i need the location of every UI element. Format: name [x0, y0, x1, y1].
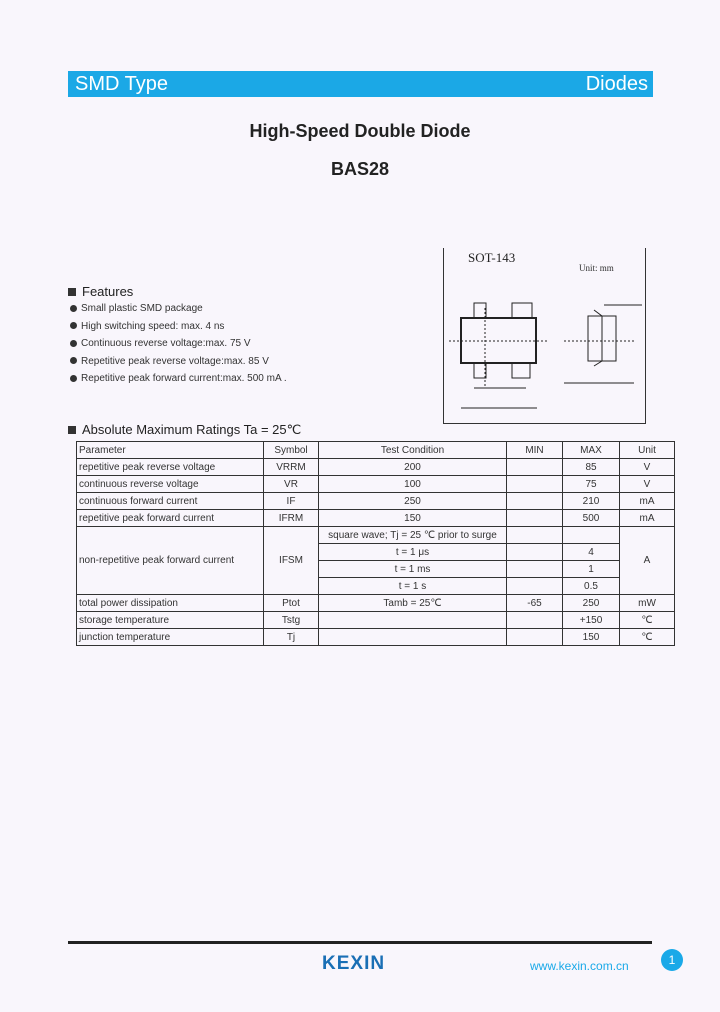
- table-cell: t = 1 s: [319, 578, 507, 595]
- feature-item: [70, 373, 287, 384]
- table-cell: [507, 510, 563, 527]
- table-cell: Unit: [620, 442, 675, 459]
- table-cell: Parameter: [77, 442, 264, 459]
- page-number: 1: [661, 949, 683, 971]
- table-cell: 100: [319, 476, 507, 493]
- table-cell: 200: [319, 459, 507, 476]
- table-cell: Symbol: [264, 442, 319, 459]
- feature-text: Repetitive peak reverse voltage:max. 85 V: [81, 355, 269, 367]
- feature-item: [70, 356, 269, 367]
- table-cell: [319, 629, 507, 646]
- table-cell: t = 1 μs: [319, 544, 507, 561]
- table-cell: 150: [563, 629, 620, 646]
- table-cell: V: [620, 459, 675, 476]
- table-cell: -65: [507, 595, 563, 612]
- table-row: [77, 527, 675, 544]
- feature-text: Repetitive peak forward current:max. 500 mA .: [81, 373, 287, 384]
- table-row: [77, 442, 675, 459]
- kexin-logo: KEXIN: [322, 953, 386, 974]
- table-cell: repetitive peak forward current: [77, 510, 264, 527]
- bullet-icon: [70, 357, 77, 364]
- feature-item: [70, 303, 203, 314]
- table-cell: [507, 544, 563, 561]
- table-cell: total power dissipation: [77, 595, 264, 612]
- unit-label: Unit: mm: [579, 263, 614, 273]
- table-cell: 150: [319, 510, 507, 527]
- table-cell: Test Condition: [319, 442, 507, 459]
- bullet-icon: [70, 322, 77, 329]
- footer-divider: [68, 941, 652, 944]
- table-cell: mA: [620, 510, 675, 527]
- table-cell: [563, 527, 620, 544]
- table-cell: ℃: [620, 612, 675, 629]
- table-cell: mW: [620, 595, 675, 612]
- table-cell: Tamb = 25℃: [319, 595, 507, 612]
- table-row: [77, 629, 675, 646]
- part-number: BAS28: [330, 159, 390, 179]
- table-cell: [507, 578, 563, 595]
- square-bullet-icon: [68, 426, 76, 434]
- header-category: Diodes: [585, 73, 648, 95]
- table-row: [77, 510, 675, 527]
- doc-title: High-Speed Double Diode: [249, 121, 471, 141]
- table-cell: [507, 459, 563, 476]
- table-row: [77, 612, 675, 629]
- table-cell: square wave; Tj = 25 ℃ prior to surge: [319, 527, 507, 544]
- table-cell: ℃: [620, 629, 675, 646]
- feature-item: [70, 321, 224, 332]
- table-row: [77, 595, 675, 612]
- square-bullet-icon: [68, 288, 76, 296]
- table-cell: [507, 561, 563, 578]
- package-name: SOT-143: [468, 250, 516, 265]
- table-cell: IFSM: [264, 527, 319, 595]
- ratings-table: [76, 441, 675, 646]
- heading-text: Absolute Maximum Ratings Ta = 25℃: [82, 422, 302, 437]
- table-cell: junction temperature: [77, 629, 264, 646]
- table-cell: continuous forward current: [77, 493, 264, 510]
- feature-item: [70, 338, 251, 349]
- table-cell: Tj: [264, 629, 319, 646]
- table-cell: [507, 612, 563, 629]
- table-cell: VR: [264, 476, 319, 493]
- table-cell: MIN: [507, 442, 563, 459]
- table-cell: 210: [563, 493, 620, 510]
- table-cell: 0.5: [563, 578, 620, 595]
- table-cell: MAX: [563, 442, 620, 459]
- package-diagram: [443, 248, 646, 424]
- table-cell: 4: [563, 544, 620, 561]
- bullet-icon: [70, 340, 77, 347]
- table-cell: [319, 612, 507, 629]
- ratings-heading: [68, 422, 301, 438]
- table-row: [77, 459, 675, 476]
- table-cell: V: [620, 476, 675, 493]
- table-row: [77, 493, 675, 510]
- header-type: SMD Type: [75, 73, 168, 95]
- feature-text: Small plastic SMD package: [81, 303, 203, 314]
- table-cell: repetitive peak reverse voltage: [77, 459, 264, 476]
- heading-text: Features: [82, 284, 134, 299]
- table-cell: A: [620, 527, 675, 595]
- table-cell: IFRM: [264, 510, 319, 527]
- table-cell: [507, 527, 563, 544]
- table-cell: [507, 476, 563, 493]
- table-cell: Tstg: [264, 612, 319, 629]
- table-row: [77, 476, 675, 493]
- bullet-icon: [70, 305, 77, 312]
- bullet-icon: [70, 375, 77, 382]
- table-cell: 75: [563, 476, 620, 493]
- table-cell: [507, 629, 563, 646]
- features-heading: [68, 284, 133, 299]
- table-cell: 250: [319, 493, 507, 510]
- table-cell: VRRM: [264, 459, 319, 476]
- table-cell: storage temperature: [77, 612, 264, 629]
- table-cell: 500: [563, 510, 620, 527]
- header-bar: [68, 71, 653, 97]
- feature-text: High switching speed: max. 4 ns: [81, 320, 225, 332]
- sot143-outline-drawing: [444, 248, 645, 423]
- table-cell: 85: [563, 459, 620, 476]
- table-cell: +150: [563, 612, 620, 629]
- table-cell: 1: [563, 561, 620, 578]
- website-link[interactable]: www.kexin.com.cn: [530, 959, 629, 973]
- feature-text: Continuous reverse voltage:max. 75 V: [81, 338, 251, 349]
- table-cell: [507, 493, 563, 510]
- table-cell: continuous reverse voltage: [77, 476, 264, 493]
- table-cell: non-repetitive peak forward current: [77, 527, 264, 595]
- table-cell: IF: [264, 493, 319, 510]
- table-cell: 250: [563, 595, 620, 612]
- table-cell: t = 1 ms: [319, 561, 507, 578]
- table-cell: Ptot: [264, 595, 319, 612]
- table-cell: mA: [620, 493, 675, 510]
